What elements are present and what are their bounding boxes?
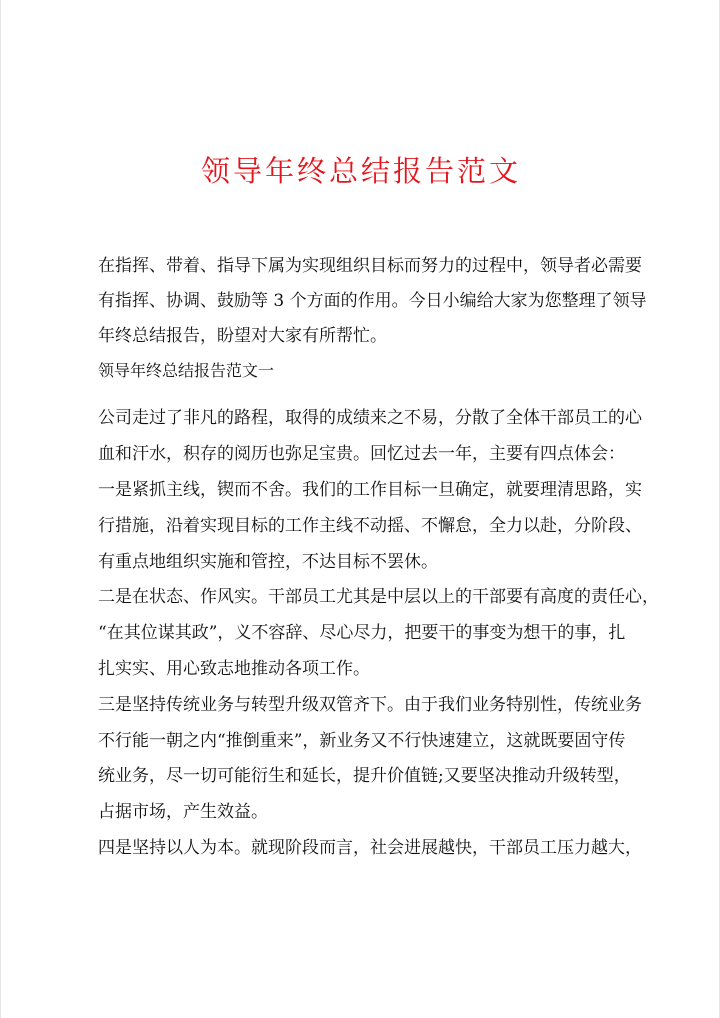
body-line-17: 四是坚持以人为本。就现阶段而言，社会进展越快，干部员工压力越大， [98,838,642,858]
body-line-10: 二是在状态、作风实。干部员工尤其是中层以上的干部要有高度的责任心， [98,587,659,607]
body-line-5: 公司走过了非凡的路程，取得的成绩来之不易，分散了全体干部员工的心 [98,408,642,428]
body-line-12: 扎实实、用心致志地推动各项工作。 [98,659,370,679]
body-line-6: 血和汗水，积存的阅历也弥足宝贵。回忆过去一年，主要有四点体会： [98,444,625,464]
body-line-14: 不行能一朝之内“推倒重来”，新业务又不行快速建立，这就既要固守传 [98,731,626,751]
body-line-8: 行措施，沿着实现目标的工作主线不动摇、不懈怠，全力以赴，分阶段、 [98,516,642,536]
body-line-13: 三是坚持传统业务与转型升级双管齐下。由于我们业务特别性，传统业务 [98,695,642,715]
body-line-9: 有重点地组织实施和管控，不达目标不罢休。 [98,552,438,572]
body-line-1: 在指挥、带着、指导下属为实现组织目标而努力的过程中，领导者必需要 [98,256,642,276]
body-line-16: 占据市场，产生效益。 [98,802,268,822]
document-title: 领导年终总结报告范文 [200,154,521,188]
body-line-7: 一是紧抓主线，锲而不舍。我们的工作目标一旦确定，就要理清思路，实 [98,480,642,500]
body-line-15: 统业务，尽一切可能衍生和延长，提升价值链;又要坚决推动升级转型， [98,766,631,786]
section-heading: 领导年终总结报告范文一 [98,361,275,380]
body-line-11: “在其位谋其政”，义不容辞、尽心尽力，把要干的事变为想干的事，扎 [98,623,626,643]
body-line-2: 有指挥、协调、鼓励等 3 个方面的作用。今日小编给大家为您整理了领导 [98,291,647,311]
body-line-3: 年终总结报告，盼望对大家有所帮忙。 [98,326,387,346]
